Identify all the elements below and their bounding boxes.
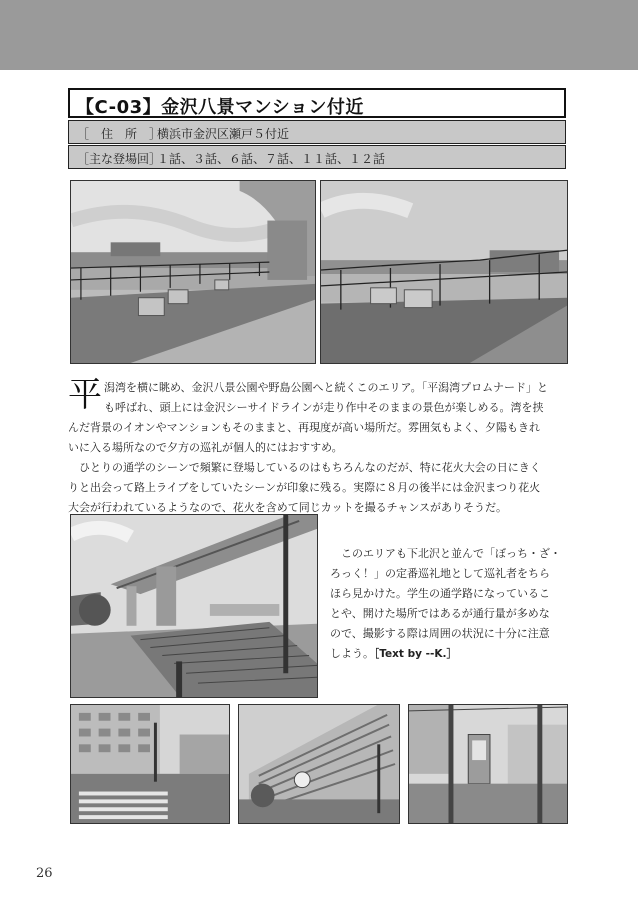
text-credit: ［Text by --K.］ [374, 648, 457, 660]
article-paragraph-1 [68, 375, 568, 458]
text-line: りと出会って路上ライブをしていたシーンが印象に残る。実際に８月の後半には金沢まつり花火 [68, 481, 541, 494]
text-line: いに入る場所なので夕方の巡礼が個人的にはおすすめ。 [68, 441, 343, 454]
text-line: このエリアも下北沢と並んで「ぼっち・ざ・ [330, 547, 561, 560]
location-title: 【C-03】金沢八景マンション付近 [76, 97, 364, 118]
address-value: 横浜市金沢区瀬戸５付近 [157, 127, 290, 141]
episodes-value: １話、３話、６話、７話、１１話、１２話 [157, 152, 386, 166]
text-line: 潟湾を横に眺め、金沢八景公園や野島公園へと続くこのエリア。「平潟湾プロムナード」と [104, 381, 548, 394]
text-line: ろっく！」の定番巡礼地として巡礼者をちら [330, 567, 550, 580]
text-line: ので、撮影する際は周囲の状況に十分に注意 [330, 627, 550, 640]
photo-promenade-left [70, 180, 316, 364]
photo-crosswalk [70, 704, 230, 824]
address-label: ［ 住 所 ］ [77, 127, 162, 141]
text-line: んだ背景のイオンやマンションもそのままと、再現度が高い場所だ。雰囲気もよく、夕陽もきれ [68, 421, 540, 434]
dropcap: 平 [68, 375, 102, 415]
photo-street-vending [408, 704, 568, 824]
address-row [68, 120, 566, 144]
article-paragraph-2 [68, 458, 568, 518]
photo-steps-under-railway [70, 514, 318, 698]
text-line: ほら見かけた。学生の通学路になっているこ [330, 587, 550, 600]
episodes-row [68, 145, 566, 169]
text-line: 大会が行われているようなので、花火を含めて同じカットを撮るチャンスがありそうだ。 [68, 501, 508, 514]
location-title-box [68, 88, 566, 118]
text-line-end: しよう。 [330, 647, 374, 660]
article-side-text [330, 544, 570, 664]
photo-apartment-building [238, 704, 400, 824]
text-line [330, 644, 570, 664]
text-line: も呼ばれ、頭上には金沢シーサイドラインが走り作中そのままの景色が楽しめる。湾を挟 [104, 401, 544, 414]
episodes-label: ［主な登場回］ [77, 152, 162, 166]
top-gray-band [0, 0, 638, 70]
text-line: ひとりの通学のシーンで頻繁に登場しているのはもちろんなのだが、特に花火大会の日にきく [68, 461, 541, 474]
text-line: とや、開けた場所ではあるが通行量が多めな [330, 607, 550, 620]
photo-promenade-right [320, 180, 568, 364]
page-number: 26 [36, 866, 53, 881]
